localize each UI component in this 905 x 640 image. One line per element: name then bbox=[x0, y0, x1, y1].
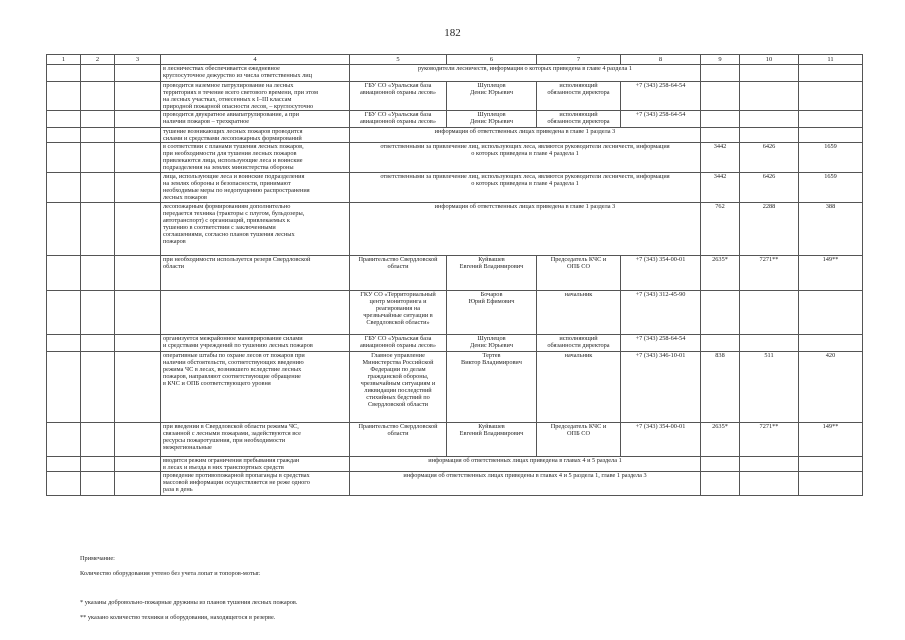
cell-c9 bbox=[701, 457, 740, 472]
cell-merged: ответственными за привлечение лиц, использующих леса, являются руководители лесничеств, информация о которых приведена в главе 4 раздела 1 bbox=[350, 173, 701, 203]
empty-cell bbox=[47, 352, 81, 423]
cell-c10: 7271** bbox=[740, 423, 799, 457]
cell-c9: 3442 bbox=[701, 143, 740, 173]
table-row bbox=[47, 203, 863, 256]
cell-c10 bbox=[740, 128, 799, 143]
table-row bbox=[47, 472, 863, 496]
empty-cell bbox=[47, 82, 81, 111]
cell-phone: +7 (343) 354-00-01 bbox=[621, 256, 701, 291]
column-number: 5 bbox=[350, 55, 447, 65]
cell-phone: +7 (343) 258-64-54 bbox=[621, 82, 701, 111]
empty-cell bbox=[115, 173, 161, 203]
cell-c11: 1659 bbox=[799, 143, 863, 173]
cell-c10 bbox=[740, 111, 799, 128]
table-row bbox=[47, 256, 863, 291]
cell-measure: проводится наземное патрулирование на лесных территориях в течение всего светового времени, при этом на лесных участках, отнесенных к I–III классам природной пожарной опасности лесов, – круглосуточно bbox=[161, 82, 350, 111]
cell-c11 bbox=[799, 457, 863, 472]
cell-c10 bbox=[740, 335, 799, 352]
cell-phone: +7 (343) 258-64-54 bbox=[621, 335, 701, 352]
cell-measure: тушение возникающих лесных пожаров проводится силами и средствами лесопожарных формирований bbox=[161, 128, 350, 143]
header-row bbox=[47, 55, 863, 65]
cell-c9 bbox=[701, 291, 740, 335]
notes-line: Количество оборудования учтено без учета лопат и топоров-мотыг. bbox=[80, 569, 261, 577]
empty-cell bbox=[81, 173, 115, 203]
empty-cell bbox=[47, 203, 81, 256]
cell-c11: 149** bbox=[799, 423, 863, 457]
empty-cell bbox=[115, 143, 161, 173]
empty-cell bbox=[115, 457, 161, 472]
cell-pos: Председатель КЧС и ОПБ СО bbox=[537, 423, 621, 457]
cell-phone: +7 (343) 258-64-54 bbox=[621, 111, 701, 128]
cell-name: Бочаров Юрий Ефимович bbox=[447, 291, 537, 335]
table-row bbox=[47, 143, 863, 173]
notes-line: * указаны добровольно-пожарные дружины из планов тушения лесных пожаров. bbox=[80, 598, 298, 606]
table-row bbox=[47, 291, 863, 335]
cell-measure: проводится двукратное авиапатрулирование, а при наличии пожаров – трехкратное bbox=[161, 111, 350, 128]
empty-cell bbox=[81, 291, 115, 335]
column-number: 11 bbox=[799, 55, 863, 65]
cell-org: ГБУ СО «Уральская база авиационной охраны лесов» bbox=[350, 111, 447, 128]
empty-cell bbox=[115, 111, 161, 128]
cell-c9 bbox=[701, 111, 740, 128]
cell-pos: начальник bbox=[537, 352, 621, 423]
empty-cell bbox=[47, 143, 81, 173]
response-table bbox=[46, 54, 863, 496]
notes bbox=[80, 547, 297, 629]
empty-cell bbox=[81, 128, 115, 143]
cell-c10 bbox=[740, 291, 799, 335]
empty-cell bbox=[115, 291, 161, 335]
cell-merged: информация об ответственных лицах приведена в главе 1 раздела 3 bbox=[350, 128, 701, 143]
cell-phone: +7 (343) 354-00-01 bbox=[621, 423, 701, 457]
empty-cell bbox=[81, 352, 115, 423]
cell-c9: 2635* bbox=[701, 256, 740, 291]
cell-pos: исполняющий обязанности директора bbox=[537, 335, 621, 352]
empty-cell bbox=[81, 82, 115, 111]
cell-c10: 511 bbox=[740, 352, 799, 423]
column-number: 1 bbox=[47, 55, 81, 65]
cell-name: Шуплецов Денис Юрьевич bbox=[447, 82, 537, 111]
empty-cell bbox=[115, 203, 161, 256]
column-number: 9 bbox=[701, 55, 740, 65]
cell-c11 bbox=[799, 291, 863, 335]
cell-c10: 7271** bbox=[740, 256, 799, 291]
cell-name: Шуплецов Денис Юрьевич bbox=[447, 111, 537, 128]
empty-cell bbox=[115, 335, 161, 352]
empty-cell bbox=[81, 472, 115, 496]
notes-line: ** указано количество техники и оборудования, находящегося в резерве. bbox=[80, 613, 276, 621]
column-number: 6 bbox=[447, 55, 537, 65]
cell-c9 bbox=[701, 128, 740, 143]
cell-c9: 3442 bbox=[701, 173, 740, 203]
cell-c11 bbox=[799, 335, 863, 352]
cell-c11 bbox=[799, 111, 863, 128]
empty-cell bbox=[81, 256, 115, 291]
empty-cell bbox=[81, 457, 115, 472]
cell-measure: в соответствии с планами тушения лесных пожаров, при необходимости для тушения лесных пожаров привлекаются лица, использующие леса и воинские подразделения на землях министерства обороны bbox=[161, 143, 350, 173]
cell-measure: оперативные штабы по охране лесов от пожаров при наличии обстоятельств, соответствующих введению режима ЧС в лесах, возникшего вследствие лесных пожаров, направляют соответствующие обращение в КЧС и ОПБ соответствующего уровня bbox=[161, 352, 350, 423]
cell-measure: вводится режим ограничения пребывания граждан в лесах и въезда в них транспортных средств bbox=[161, 457, 350, 472]
column-number: 4 bbox=[161, 55, 350, 65]
column-number: 8 bbox=[621, 55, 701, 65]
cell-c11 bbox=[799, 472, 863, 496]
empty-cell bbox=[115, 352, 161, 423]
cell-org: ГБУ СО «Уральская база авиационной охраны лесов» bbox=[350, 335, 447, 352]
empty-cell bbox=[81, 335, 115, 352]
empty-cell bbox=[115, 82, 161, 111]
empty-cell bbox=[47, 65, 81, 82]
cell-phone: +7 (343) 346-10-01 bbox=[621, 352, 701, 423]
cell-org: ГБУ СО «Уральская база авиационной охраны лесов» bbox=[350, 82, 447, 111]
empty-cell bbox=[115, 256, 161, 291]
page-number: 182 bbox=[444, 27, 461, 39]
cell-measure: при введении в Свердловской области режима ЧС, связанной с лесными пожарами, задействуются все ресурсы пожаротушения, при необходимости межрегиональные bbox=[161, 423, 350, 457]
cell-c10: 2288 bbox=[740, 203, 799, 256]
table-row bbox=[47, 65, 863, 82]
empty-cell bbox=[115, 472, 161, 496]
cell-measure: лесопожарным формированиям дополнительно передается техника (тракторы с плугом, бульдозеры, автотранспорт) с организаций, привлекаемых к тушению в соответствии с заключенными соглашениями, согласно планов тушения лесных пожаров bbox=[161, 203, 350, 256]
table-row bbox=[47, 352, 863, 423]
column-number: 3 bbox=[115, 55, 161, 65]
empty-cell bbox=[47, 128, 81, 143]
table-row bbox=[47, 335, 863, 352]
table-row bbox=[47, 82, 863, 111]
table-row bbox=[47, 111, 863, 128]
cell-c11 bbox=[799, 65, 863, 82]
cell-c9 bbox=[701, 65, 740, 82]
cell-org: Главное управление Министерства Российской Федерации по делам гражданской обороны, чрезвычайным ситуациям и ликвидации последствий стихийных бедствий по Свердловской области bbox=[350, 352, 447, 423]
cell-c9 bbox=[701, 335, 740, 352]
empty-cell bbox=[81, 143, 115, 173]
cell-merged: руководители лесничеств, информация о которых приведена в главе 4 раздела 1 bbox=[350, 65, 701, 82]
cell-c9: 838 bbox=[701, 352, 740, 423]
table-row bbox=[47, 423, 863, 457]
cell-name: Куйвашев Евгений Владимирович bbox=[447, 256, 537, 291]
cell-pos: начальник bbox=[537, 291, 621, 335]
cell-merged: информация об ответственных лицах приведена в главах 4 и 5 раздела 1 bbox=[350, 457, 701, 472]
cell-measure bbox=[161, 291, 350, 335]
column-number: 7 bbox=[537, 55, 621, 65]
notes-title: Примечание: bbox=[80, 554, 115, 562]
cell-pos: исполняющий обязанности директора bbox=[537, 82, 621, 111]
empty-cell bbox=[47, 256, 81, 291]
cell-measure: лица, использующие леса и воинские подразделения на землях обороны и безопасности, принимают необходимые меры по недопущению распространения лесных пожаров bbox=[161, 173, 350, 203]
cell-name: Куйвашев Евгений Владимирович bbox=[447, 423, 537, 457]
cell-c9: 2635* bbox=[701, 423, 740, 457]
cell-measure: при необходимости используется резерв Свердловской области bbox=[161, 256, 350, 291]
cell-merged: информация об ответственных лицах приведены в главах 4 и 5 раздела 1, главе 1 раздела 3 bbox=[350, 472, 701, 496]
cell-merged: ответственными за привлечение лиц, использующих леса, являются руководители лесничеств, информация о которых приведена в главе 4 раздела 1 bbox=[350, 143, 701, 173]
cell-c10 bbox=[740, 65, 799, 82]
cell-c10 bbox=[740, 82, 799, 111]
empty-cell bbox=[81, 65, 115, 82]
empty-cell bbox=[47, 457, 81, 472]
cell-c11: 388 bbox=[799, 203, 863, 256]
cell-c11 bbox=[799, 128, 863, 143]
empty-cell bbox=[47, 335, 81, 352]
cell-merged: информация об ответственных лицах приведена в главе 1 раздела 3 bbox=[350, 203, 701, 256]
empty-cell bbox=[47, 173, 81, 203]
cell-measure: организуется межрайонное маневрирование силами и средствами учреждений по тушению лесных пожаров bbox=[161, 335, 350, 352]
cell-c10 bbox=[740, 457, 799, 472]
cell-c9: 762 bbox=[701, 203, 740, 256]
cell-c11: 420 bbox=[799, 352, 863, 423]
column-number: 10 bbox=[740, 55, 799, 65]
cell-org: ГКУ СО «Территориальный центр мониторинга и реагирования на чрезвычайные ситуации в Свердловской области» bbox=[350, 291, 447, 335]
cell-pos: Председатель КЧС и ОПБ СО bbox=[537, 256, 621, 291]
empty-cell bbox=[81, 111, 115, 128]
cell-c11: 149** bbox=[799, 256, 863, 291]
cell-org: Правительство Свердловской области bbox=[350, 423, 447, 457]
cell-c9 bbox=[701, 82, 740, 111]
empty-cell bbox=[115, 65, 161, 82]
cell-name: Шуплецов Денис Юрьевич bbox=[447, 335, 537, 352]
cell-pos: исполняющий обязанности директора bbox=[537, 111, 621, 128]
empty-cell bbox=[47, 291, 81, 335]
empty-cell bbox=[81, 423, 115, 457]
table-row bbox=[47, 128, 863, 143]
empty-cell bbox=[47, 111, 81, 128]
empty-cell bbox=[81, 203, 115, 256]
cell-c10: 6426 bbox=[740, 143, 799, 173]
empty-cell bbox=[115, 128, 161, 143]
cell-c11 bbox=[799, 82, 863, 111]
table-row bbox=[47, 173, 863, 203]
empty-cell bbox=[115, 423, 161, 457]
cell-measure: проведение противопожарной пропаганды в средствах массовой информации осуществляется не реже одного раза в день bbox=[161, 472, 350, 496]
cell-c10 bbox=[740, 472, 799, 496]
cell-name: Тертев Виктор Владимирович bbox=[447, 352, 537, 423]
cell-measure: в лесничествах обеспечивается ежедневное круглосуточное дежурство из числа ответственных лиц bbox=[161, 65, 350, 82]
column-number: 2 bbox=[81, 55, 115, 65]
empty-cell bbox=[47, 472, 81, 496]
cell-c9 bbox=[701, 472, 740, 496]
cell-c10: 6426 bbox=[740, 173, 799, 203]
cell-c11: 1659 bbox=[799, 173, 863, 203]
empty-cell bbox=[47, 423, 81, 457]
table-row bbox=[47, 457, 863, 472]
cell-phone: +7 (343) 312-45-90 bbox=[621, 291, 701, 335]
cell-org: Правительство Свердловской области bbox=[350, 256, 447, 291]
